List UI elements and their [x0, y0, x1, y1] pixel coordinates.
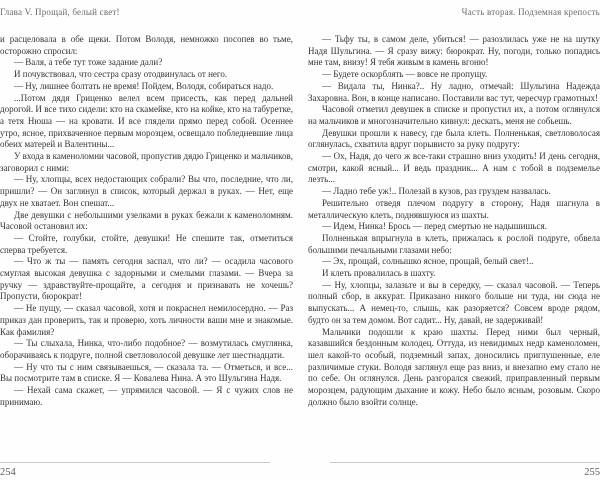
- paragraph: — Что ж ты — память сегодня заспал, что ли? — осадила часового смуглая высокая девушка с задорными и смелыми глазами. — Вчера за ручку — здравствуйте-прощайте, а сегодня и признавать не хочешь? Пропусти, бюрократ!: [0, 256, 293, 302]
- paragraph: И клеть провалилась в шахту.: [322, 268, 436, 279]
- page-right-text: [308, 34, 600, 458]
- paragraph: — Ну, лишнее болтать не время! Пойдем, Володя, собираться надо.: [14, 80, 274, 91]
- page-number-right: 255: [584, 467, 600, 478]
- footer-rule: [0, 462, 270, 463]
- paragraph: — Нехай сама скажет, — упрямился часовой. — Я с чужих слов не принимаю.: [0, 385, 293, 407]
- paragraph: Мальчики подошли к краю шахты. Перед ними был черный, казавшийся бездонным колодец. Оттуда, из невидимых недр каменоломен, шел какой-то особый, подземный запах, доносились приглушенные, еле различимые стуки. Володя заглянул еще раз вниз, и внезапно ему стало не по себе. Он оглянулся. День разгорался свежий, приправленный первым морозцем, радующим дыхание и кожу. Небо было ясным, розовым. Скоро должно было взойти солнце.: [308, 326, 600, 407]
- running-head-chapter: Глава V. Прощай, белый свет!: [0, 7, 120, 17]
- paragraph: И почувствовал, что сестра сразу отодвинулась от него.: [14, 69, 228, 80]
- paragraph: — Ну, хлопцы, всех недостающих собрали? Вы что, последние, что ли, пришли? — Он заглянул в список, который держал в руках. — Нет, еще двух не хватает. Вон спешат...: [0, 174, 293, 208]
- paragraph: и расцеловала в обе щеки. Потом Володя, немножко посопев во тьме, осторожно спросил:: [0, 34, 293, 56]
- paragraph: Полненькая впрыгнула в клеть, прижалась к рослой подруге, обвела большими печальными глазами небо:: [308, 232, 600, 255]
- paragraph: — Будете оскорблять — вовсе не пропущу.: [322, 69, 488, 80]
- page-left: [0, 0, 293, 480]
- paragraph: — Стойте, голубки, стойте, девушки! Не спешите так, отметиться сперва требуется.: [0, 232, 293, 255]
- page-right-footer: [308, 462, 600, 478]
- paragraph: — Ты слыхала, Нинка, что-либо подобное? — возмутилась смуглянка, оборачиваясь к подруге, полной светловолосой девушке лет шестнадцати.: [0, 338, 293, 360]
- paragraph: У входа в каменоломни часовой, пропустив дядю Гриценко и мальчиков, заговорил с ними:: [0, 151, 293, 173]
- paragraph: — Идем, Нинка! Брось — перед смертью не надышишься.: [322, 221, 547, 232]
- paragraph: Часовой отметил девушек в списке и пропустил их, а потом оглянулся на мальчиков и многозначительно кивнул: дескать, меня не собьешь.: [308, 104, 600, 126]
- paragraph: — Видала ты, Нинка?.. Ну ладно, отмечай: Шульгина Надежда Захаровна. Вон, в конце написано. Поставили вас тут, чересчур грамотных!: [308, 80, 600, 103]
- paragraph: — Ну, хлопцы, залазьте и вы в середку, — сказал часовой. — Теперь полный сбор, в аккурат. Приказано никого больше ни туда, ни сюда не выпускать... А немец-то, слышь, как разоряется? Совсем вроде рядом, будто он за тем домом. Вот садит... Ну, давай, не задерживай!: [308, 279, 600, 325]
- running-head-part: Часть вторая. Подземная крепость: [461, 7, 600, 17]
- page-number-left: 254: [0, 467, 16, 478]
- paragraph: Две девушки с небольшими узелками в руках бежали к каменоломням. Часовой остановил их:: [0, 209, 293, 232]
- paragraph: — Тьфу ты, в самом деле, убиться! — разозлилась уже не на шутку Надя Шульгина. — Я сразу вижу: бюрократ. Ну, погоди, только попадись мне там, внизу! Я тебя живым в камень вгоню!: [308, 34, 600, 68]
- paragraph: — Ладно тебе уж!.. Полезай в кузов, раз груздем назвалась.: [322, 186, 551, 197]
- paragraph: Девушки прошли к навесу, где была клеть. Полненькая, светловолосая оглянулась, схватила вдруг порывисто за руку подругу:: [308, 127, 600, 150]
- page-left-text: [0, 34, 293, 458]
- page-right: [308, 0, 600, 480]
- paragraph: — Не пущу, — сказал часовой, хотя и покраснел немилосердно. — Раз приказ дан проверить, так и проверю, хоть личности ваши мне и знакомые. Как фамилия?: [0, 303, 293, 337]
- footer-rule: [330, 462, 600, 463]
- paragraph: — Эх, прощай, солнышко ясное, прощай, белый свет!..: [322, 256, 534, 267]
- page-left-footer: [0, 462, 293, 478]
- paragraph: Решительно отведя плечом подругу в сторону, Надя шагнула в металлическую клеть, поднявшуюся из шахты.: [308, 197, 600, 220]
- paragraph: — Ох, Надя, до чего ж все-таки страшно вниз уходить! И день сегодня, смотри, какой ясный... И ведь праздник... А нам с тобой в подземелье лезть...: [308, 151, 600, 185]
- paragraph: — Валя, а тебе тут тоже задание дали?: [14, 57, 163, 68]
- paragraph: — Ну что ты с ним связываешься, — сказала та. — Отметься, и все... Вы посмотрите там в списке. Я — Ковалева Нина. А это Шульгина Надя.: [0, 361, 293, 384]
- paragraph: ...Потом дядя Гриценко велел всем присесть, как перед дальней дорогой. И все тихо сидели: кто на скамейке, кто на койке, кто на табуретке, а тетя Нюша — на кровати. И все глядели прямо перед собой. Осеннее утро, ясное, прихваченное первым морозцем, освещало побледневшие лица обеих матерей и Валентины...: [0, 92, 293, 150]
